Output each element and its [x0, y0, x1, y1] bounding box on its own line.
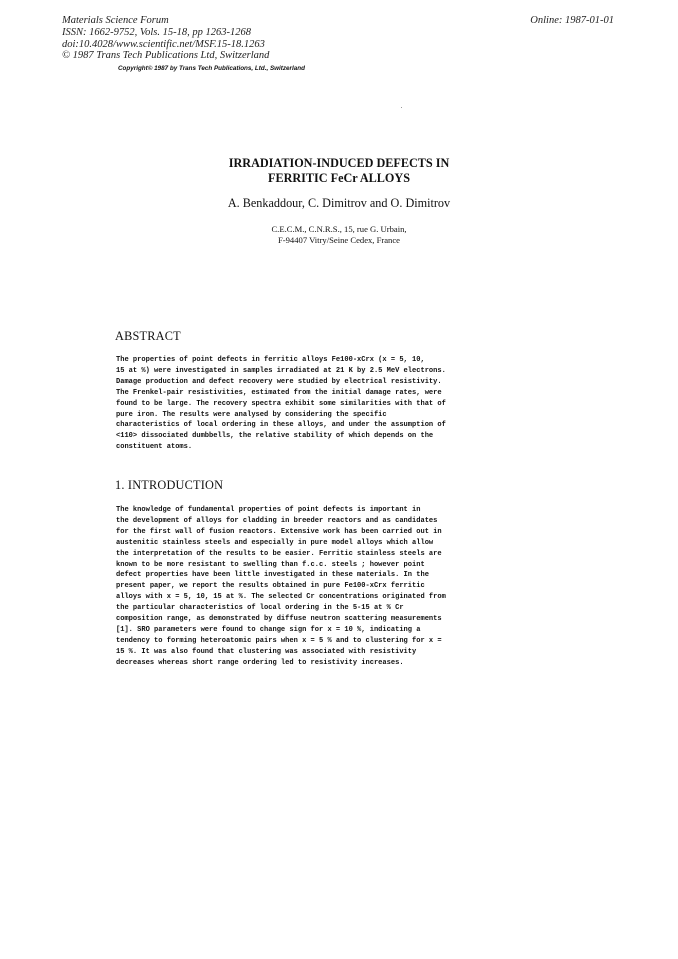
scan-speck	[401, 107, 402, 108]
intro-line: known to be more resistant to swelling than f.c.c. steels ; however point	[116, 560, 425, 569]
abstract-line: <110> dissociated dumbbells, the relative stability of which depends on the	[116, 432, 434, 441]
abstract-line: pure iron. The results were analysed by considering the specific	[116, 410, 387, 419]
intro-line: defect properties have been little investigated in these materials. In the	[116, 571, 429, 580]
abstract-line: found to be large. The recovery spectra exhibit some similarities with that of	[116, 399, 446, 408]
intro-line: the particular characteristics of local ordering in the 5-15 at % Cr	[116, 604, 404, 613]
intro-line: the interpretation of the results to be easier. Ferritic stainless steels are	[116, 549, 442, 558]
intro-line: [1]. SRO parameters were found to change sign for x = 10 %, indicating a	[116, 625, 421, 634]
title-line-2: FERRITIC FeCr ALLOYS	[268, 171, 410, 185]
introduction-body	[116, 505, 536, 669]
intro-line: present paper, we report the results obtained in pure Fe100-xCrx ferritic	[116, 582, 425, 591]
intro-line: 15 %. It was also found that clustering was associated with resistivity	[116, 647, 417, 656]
copyright-notice: Copyright© 1987 by Trans Tech Publications, Ltd., Switzerland	[118, 65, 305, 72]
intro-line: the development of alloys for cladding in breeder reactors and as candidates	[116, 516, 438, 525]
intro-line: tendency to forming heteroatomic pairs when x = 5 % and to clustering for x =	[116, 636, 442, 645]
abstract-heading: ABSTRACT	[115, 329, 181, 343]
intro-line: composition range, as demonstrated by diffuse neutron scattering measurements	[116, 615, 442, 624]
intro-line: decreases whereas short range ordering led to resistivity increases.	[116, 658, 404, 667]
title-line-1: IRRADIATION-INDUCED DEFECTS IN	[228, 156, 450, 170]
abstract-line: The properties of point defects in ferritic alloys Fe100-xCrx (x = 5, 10,	[116, 356, 425, 364]
abstract-line: The Frenkel-pair resistivities, estimated from the initial damage rates, were	[116, 388, 442, 397]
journal-publisher: © 1987 Trans Tech Publications Ltd, Switzerland	[62, 50, 270, 62]
affiliation-line-2: F-94407 Vitry/Seine Cedex, France	[277, 235, 400, 245]
intro-line: alloys with x = 5, 10, 15 at %. The selected Cr concentrations originated from	[116, 593, 446, 602]
paper-title	[0, 156, 678, 186]
journal-issn: ISSN: 1662-9752, Vols. 15-18, pp 1263-1268	[62, 26, 251, 38]
online-date: Online: 1987-01-01	[530, 15, 614, 26]
intro-line: for the first wall of fusion reactors. Extensive work has been carried out in	[116, 527, 442, 536]
abstract-body	[116, 355, 536, 453]
introduction-heading: 1. INTRODUCTION	[115, 478, 224, 492]
journal-name: Materials Science Forum	[62, 15, 169, 26]
affiliation	[0, 224, 678, 246]
abstract-line: characteristics of local ordering in these alloys, and under the assumption of	[116, 421, 446, 430]
paper-authors: A. Benkaddour, C. Dimitrov and O. Dimitrov	[227, 196, 451, 210]
abstract-line: Damage production and defect recovery were studied by electrical resistivity.	[116, 377, 442, 386]
intro-line: austenitic stainless steels and especially in pure model alloys which allow	[116, 538, 434, 547]
abstract-line: 15 at %) were investigated in samples irradiated at 21 K by 2.5 MeV electrons.	[116, 366, 446, 375]
abstract-line: constituent atoms.	[116, 443, 193, 452]
intro-line: The knowledge of fundamental properties of point defects is important in	[116, 506, 421, 514]
journal-info	[62, 15, 269, 62]
journal-doi[interactable]: doi:10.4028/www.scientific.net/MSF.15-18.1263	[62, 38, 265, 50]
affiliation-line-1: C.E.C.M., C.N.R.S., 15, rue G. Urbain,	[271, 224, 407, 234]
